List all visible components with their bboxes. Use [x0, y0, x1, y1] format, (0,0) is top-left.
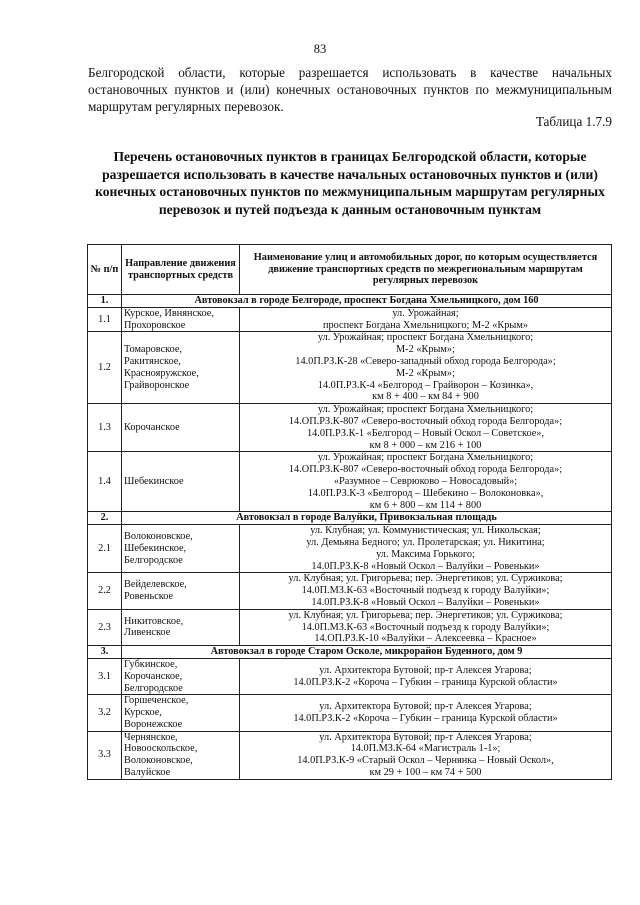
- route-line: ул. Урожайная; проспект Богдана Хмельницкого;: [317, 452, 534, 464]
- row-direction: [122, 525, 240, 573]
- table-row: [88, 731, 612, 779]
- row-route: [240, 332, 612, 404]
- row-number: 2.3: [88, 609, 122, 645]
- route-line: «Разумное – Севрюково – Новосадовый»;: [333, 475, 518, 487]
- row-direction: [122, 573, 240, 609]
- route-line: ул. Демьяна Бедного; ул. Пролетарская; ул. Никитина;: [306, 536, 545, 548]
- route-line: км 6 + 800 – км 114 + 800: [369, 499, 482, 511]
- route-line: ул. Клубная; ул. Григорьева; пер. Энергетиков; ул. Суржикова;: [288, 573, 563, 585]
- row-route: [240, 452, 612, 512]
- direction-line: Корочанское: [124, 421, 180, 433]
- table-row: [88, 404, 612, 452]
- header-direction: Направление движения транспортных средств: [122, 245, 240, 295]
- route-line: ул. Клубная; ул. Григорьева; пер. Энергетиков; ул. Суржикова;: [288, 609, 563, 621]
- row-direction: [122, 609, 240, 645]
- section-row: [88, 512, 612, 525]
- table-row: [88, 658, 612, 694]
- row-number: 3.3: [88, 731, 122, 779]
- row-direction: [122, 307, 240, 332]
- table-row: [88, 695, 612, 731]
- row-route: [240, 525, 612, 573]
- route-line: 14.0П.РЗ.К-4 «Белгород – Грайворон – Козинка»,: [317, 379, 534, 391]
- direction-line: Чернянское,: [124, 731, 178, 743]
- direction-line: Белгородское: [124, 682, 183, 694]
- route-line: 14.0П.РЗ.К-8 «Новый Оскол – Валуйки – Ровеньки»: [311, 560, 540, 572]
- route-line: 14.0П.РЗ.К-28 «Северо-западный обход города Белгорода»;: [295, 355, 556, 367]
- route-line: км 8 + 400 – км 84 + 900: [372, 391, 479, 403]
- direction-line: Ливенское: [124, 627, 171, 639]
- route-line: км 8 + 000 – км 216 + 100: [369, 439, 482, 451]
- direction-line: Новооскольское,: [124, 743, 198, 755]
- direction-line: Корочанское,: [124, 670, 183, 682]
- row-number: 3.1: [88, 658, 122, 694]
- table-row: [88, 573, 612, 609]
- table-label: Таблица 1.7.9: [535, 114, 612, 129]
- route-line: 14.0П.МЗ.К-63 «Восточный подъезд к городу Валуйки»;: [301, 621, 550, 633]
- row-route: [240, 573, 612, 609]
- intro-paragraph: Белгородской области, которые разрешается использовать в качестве начальных остановочных пунктов и (или) конечных остановочных пунктов по межмуниципальным маршрутам регулярных перевозок.: [88, 65, 612, 114]
- route-line: ул. Урожайная;: [392, 307, 459, 319]
- route-line: 14.0П.МЗ.К-64 «Магистраль 1-1»;: [350, 743, 501, 755]
- route-line: 14.0П.РЗ.К-3 «Белгород – Шебекино – Волоконовка»,: [307, 487, 544, 499]
- direction-line: Воронежское: [124, 718, 183, 730]
- row-route: [240, 695, 612, 731]
- route-line: ул. Архитектора Бутовой; пр-т Алексея Угарова;: [319, 731, 532, 743]
- row-direction: [122, 404, 240, 452]
- row-number: 2.2: [88, 573, 122, 609]
- table-row: [88, 452, 612, 512]
- route-line: 14.0П.РЗ.К-2 «Короча – Губкин – граница Курской области»: [293, 712, 558, 724]
- section-title: Автовокзал в городе Валуйки, Привокзальная площадь: [122, 512, 612, 525]
- stops-table: [87, 244, 612, 780]
- direction-line: Горшеченское,: [124, 695, 189, 707]
- route-line: ул. Урожайная; проспект Богдана Хмельницкого;: [317, 332, 534, 344]
- route-line: 14.0П.РЗ.К-9 «Старый Оскол – Чернянка – Новый Оскол»,: [297, 755, 554, 767]
- route-line: М-2 «Крым»;: [396, 367, 455, 379]
- route-line: ул. Урожайная; проспект Богдана Хмельницкого;: [317, 404, 534, 416]
- route-line: ул. Максима Горького;: [376, 548, 475, 560]
- direction-line: Волоконовское,: [124, 531, 193, 543]
- table-header-row: [88, 245, 612, 295]
- direction-line: Ровеньское: [124, 591, 174, 603]
- table-row: [88, 525, 612, 573]
- direction-line: Курское, Ивнянское,: [124, 307, 214, 319]
- table-body: [88, 295, 612, 780]
- row-number: 3.2: [88, 695, 122, 731]
- direction-line: Курское,: [124, 707, 162, 719]
- table-row: [88, 307, 612, 332]
- direction-line: Волоконовское,: [124, 755, 193, 767]
- direction-line: Никитовское,: [124, 615, 184, 627]
- route-line: М-2 «Крым»;: [396, 344, 455, 356]
- direction-line: Белгородское: [124, 554, 183, 566]
- section-number: 2.: [88, 512, 122, 525]
- route-line: ул. Клубная; ул. Коммунистическая; ул. Никольская;: [310, 525, 541, 537]
- route-line: проспект Богдана Хмельницкого; М-2 «Крым»: [322, 319, 528, 331]
- row-number: 1.1: [88, 307, 122, 332]
- route-line: 14.0П.МЗ.К-63 «Восточный подъезд к городу Валуйки»;: [301, 585, 550, 597]
- direction-line: Валуйское: [124, 767, 171, 779]
- route-line: ул. Архитектора Бутовой; пр-т Алексея Угарова;: [319, 664, 532, 676]
- row-route: [240, 731, 612, 779]
- direction-line: Томаровское,: [124, 344, 183, 356]
- row-route: [240, 609, 612, 645]
- route-line: 14.ОП.РЗ.К-807 «Северо-восточный обход города Белгорода»;: [288, 464, 563, 476]
- section-title: Автовокзал в городе Белгороде, проспект Богдана Хмельницкого, дом 160: [122, 295, 612, 308]
- row-number: 1.2: [88, 332, 122, 404]
- row-direction: [122, 731, 240, 779]
- row-direction: [122, 332, 240, 404]
- direction-line: Ракитянское,: [124, 355, 181, 367]
- row-direction: [122, 658, 240, 694]
- route-line: 14.0П.РЗ.К-1 «Белгород – Новый Оскол – Советское»,: [306, 427, 545, 439]
- row-direction: [122, 695, 240, 731]
- row-number: 2.1: [88, 525, 122, 573]
- row-route: [240, 658, 612, 694]
- section-row: [88, 646, 612, 659]
- direction-line: Шебекинское: [124, 475, 184, 487]
- route-line: 14.0П.РЗ.К-8 «Новый Оскол – Валуйки – Ровеньки»: [311, 596, 540, 608]
- section-title: Автовокзал в городе Старом Осколе, микрорайон Буденного, дом 9: [122, 646, 612, 659]
- row-route: [240, 404, 612, 452]
- route-line: 14.ОП.РЗ.К-10 «Валуйки – Алексеевка – Красное»: [314, 633, 537, 645]
- route-line: 14.ОП.РЗ.К-807 «Северо-восточный обход города Белгорода»;: [288, 415, 563, 427]
- header-route: Наименование улиц и автомобильных дорог, по которым осуществляется движение транспортных средств по межрегиональным маршрутам регулярных перевозок: [240, 245, 612, 295]
- section-number: 3.: [88, 646, 122, 659]
- direction-line: Вейделевское,: [124, 579, 187, 591]
- header-num: № п/п: [88, 245, 122, 295]
- page-number: 83: [313, 42, 327, 56]
- route-line: км 29 + 100 – км 74 + 500: [369, 767, 482, 779]
- route-line: 14.0П.РЗ.К-2 «Короча – Губкин – граница Курской области»: [293, 676, 558, 688]
- direction-line: Краснояружское,: [124, 367, 199, 379]
- direction-line: Грайворонское: [124, 379, 190, 391]
- row-route: [240, 307, 612, 332]
- direction-line: Прохоровское: [124, 319, 186, 331]
- direction-line: Шебекинское,: [124, 542, 187, 554]
- section-number: 1.: [88, 295, 122, 308]
- row-direction: [122, 452, 240, 512]
- table-row: [88, 609, 612, 645]
- table-row: [88, 332, 612, 404]
- row-number: 1.3: [88, 404, 122, 452]
- table-title: Перечень остановочных пунктов в границах Белгородской области, которые разрешается использовать в качестве начальных остановочных пунктов и (или) конечных остановочных пунктов по межмуниципальным маршрутам регулярных перевозок и путей подъезда к данным остановочным пунктам: [95, 149, 605, 217]
- section-row: [88, 295, 612, 308]
- route-line: ул. Архитектора Бутовой; пр-т Алексея Угарова;: [319, 701, 532, 713]
- direction-line: Губкинское,: [124, 658, 178, 670]
- row-number: 1.4: [88, 452, 122, 512]
